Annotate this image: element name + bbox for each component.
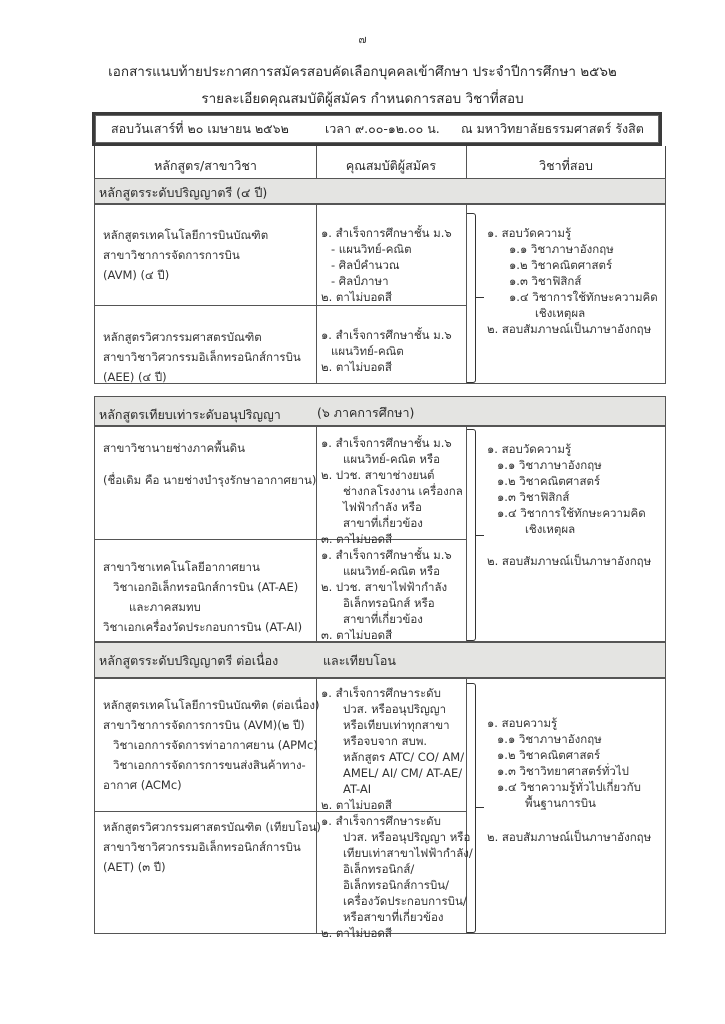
qualification-line: ไฟฟ้ากำลัง หรือ bbox=[343, 500, 422, 514]
document-title: เอกสารแนบท้ายประกาศการสมัครสอบคัดเลือกบุคคลเข้าศึกษา ประจำปีการศึกษา ๒๕๖๒ bbox=[108, 64, 617, 80]
exam-line: เชิงเหตุผล bbox=[525, 522, 576, 536]
program-line: สาขาวิชาการจัดการการบิน (AVM)(๒ ปี) bbox=[103, 718, 305, 732]
program-line: สาขาวิชาวิศวกรรมอิเล็กทรอนิกส์การบิน bbox=[103, 350, 301, 364]
exam-line: ๑.๔ วิชาการใช้ทักษะความคิด bbox=[509, 290, 658, 304]
qualification-line: ๒. ตาไม่บอดสี bbox=[321, 290, 392, 304]
program-line: สาขาวิชาการจัดการการบิน bbox=[103, 248, 240, 262]
program-ground-technician bbox=[103, 437, 316, 491]
section-block-bachelor bbox=[94, 204, 666, 384]
program-aee bbox=[103, 327, 301, 387]
exam-subjects-diploma bbox=[487, 441, 651, 569]
qualification-line: หลักสูตร ATC/ CO/ AM/ bbox=[343, 750, 465, 764]
section-title: หลักสูตรระดับปริญญาตรี ต่อเนื่อง bbox=[99, 653, 279, 668]
qualification-line: ๑. สำเร็จการศึกษาระดับ bbox=[321, 814, 441, 828]
program-line: วิชาเอกการจัดการท่าอากาศยาน (APMc) bbox=[113, 738, 318, 752]
bracket-tick bbox=[476, 297, 484, 298]
exam-line: ๑.๒ วิชาคณิตศาสตร์ bbox=[509, 258, 613, 272]
exam-line: ๒. สอบสัมภาษณ์เป็นภาษาอังกฤษ bbox=[487, 554, 652, 568]
qualification-line: แผนวิทย์-คณิต หรือ bbox=[343, 452, 441, 466]
qualification-line: เครื่องวัดประกอบการบิน/ bbox=[343, 894, 467, 908]
qualification-line: ปวส. หรืออนุปริญญา หรือ bbox=[343, 830, 471, 844]
qualification-line: AT-AI bbox=[343, 782, 372, 796]
program-line: วิชาเอกเครื่องวัดประกอบการบิน (AT-AI) bbox=[103, 620, 303, 634]
program-avm-continuing bbox=[103, 695, 320, 795]
qualification-line: ๒. ตาไม่บอดสี bbox=[321, 926, 392, 940]
exam-subjects-bachelor bbox=[487, 225, 658, 337]
program-line: หลักสูตรวิศวกรรมศาสตรบัณฑิต bbox=[103, 330, 262, 344]
exam-line: ๑.๔ วิชาความรู้ทั่วไปเกี่ยวกับ bbox=[497, 780, 641, 794]
program-line: หลักสูตรวิศวกรรมศาสตรบัณฑิต (เทียบโอน) bbox=[103, 820, 321, 834]
program-line: สาขาวิชาวิศวกรรมอิเล็กทรอนิกส์การบิน bbox=[103, 840, 301, 854]
qualification-line: อิเล็กทรอนิกส์การบิน/ bbox=[343, 878, 449, 892]
document-subtitle: รายละเอียดคุณสมบัติผู้สมัคร กำหนดการสอบ วิชาที่สอบ bbox=[201, 91, 524, 107]
qualification-line: อิเล็กทรอนิกส์ หรือ bbox=[343, 596, 435, 610]
exam-line: ๑.๑ วิชาภาษาอังกฤษ bbox=[509, 242, 614, 256]
program-line: (AEE) (๔ ปี) bbox=[103, 370, 167, 384]
qualification-line: สาขาที่เกี่ยวข้อง bbox=[343, 612, 423, 626]
qualification-line: ๑. สำเร็จการศึกษาชั้น ม.๖ bbox=[321, 436, 452, 450]
section-header-bachelor bbox=[94, 178, 666, 204]
qualification-line: หรือจบจาก สบพ. bbox=[343, 734, 428, 748]
exam-line: ๑.๔ วิชาการใช้ทักษะความคิด bbox=[497, 506, 646, 520]
section-title: หลักสูตรระดับปริญญาตรี (๔ ปี) bbox=[99, 185, 268, 200]
section-header-diploma bbox=[94, 396, 666, 426]
qualification-line: ๑. สำเร็จการศึกษาชั้น ม.๖ bbox=[321, 328, 452, 342]
program-line: (ชื่อเดิม คือ นายช่างบำรุงรักษาอากาศยาน) bbox=[103, 473, 317, 487]
column-divider bbox=[316, 146, 317, 178]
bracket-icon bbox=[467, 429, 476, 641]
qualification-line: หรือเทียบเท่าทุกสาขา bbox=[343, 718, 450, 732]
exam-place: ณ มหาวิทยาลัยธรรมศาสตร์ รังสิต bbox=[461, 121, 644, 136]
qualification-line: ๑. สำเร็จการศึกษาชั้น ม.๖ bbox=[321, 226, 452, 240]
exam-date: สอบวันเสาร์ที่ ๒๐ เมษายน ๒๕๖๒ bbox=[111, 121, 289, 136]
qualification-line: - ศิลป์ภาษา bbox=[331, 274, 389, 288]
section-note: และเทียบโอน bbox=[323, 653, 396, 668]
exam-line: ๑. สอบวัดความรู้ bbox=[487, 442, 572, 456]
exam-line: ๑.๑ วิชาภาษาอังกฤษ bbox=[497, 732, 602, 746]
qualification-line: AMEL/ AI/ CM/ AT-AE/ bbox=[343, 766, 463, 780]
exam-subjects-continuing bbox=[487, 715, 651, 845]
section-block-continuing bbox=[94, 678, 666, 940]
column-header-exam-subjects: วิชาที่สอบ bbox=[539, 158, 593, 173]
program-aircraft-technology bbox=[103, 557, 302, 637]
qualification-line: ๓. ตาไม่บอดสี bbox=[321, 532, 393, 546]
qualifications-avm-continuing bbox=[321, 685, 464, 813]
exam-line: ๑.๓ วิชาฟิสิกส์ bbox=[497, 490, 570, 504]
qualification-line: ๒. ปวช. สาขาไฟฟ้ากำลัง bbox=[321, 580, 448, 594]
bracket-tick bbox=[476, 535, 484, 536]
qualification-line: ๓. ตาไม่บอดสี bbox=[321, 628, 393, 642]
bracket-icon bbox=[467, 213, 476, 383]
exam-line: ๒. สอบสัมภาษณ์เป็นภาษาอังกฤษ bbox=[487, 830, 652, 844]
qualification-line: หรือสาขาที่เกี่ยวข้อง bbox=[343, 910, 444, 924]
qualifications-aee bbox=[321, 327, 452, 375]
exam-line: พื้นฐานการบิน bbox=[525, 796, 596, 810]
qualification-line: เทียบเท่าสาขาไฟฟ้ากำลัง/ bbox=[343, 846, 473, 860]
column-divider bbox=[316, 205, 317, 383]
program-line: วิชาเอกอิเล็กทรอนิกส์การบิน (AT-AE) bbox=[113, 580, 299, 594]
qualification-line: ๑. สำเร็จการศึกษาชั้น ม.๖ bbox=[321, 548, 452, 562]
program-line: สาขาวิชาเทคโนโลยีอากาศยาน bbox=[103, 560, 260, 574]
qualification-line: แผนวิทย์-คณิต หรือ bbox=[343, 564, 441, 578]
bracket-tick bbox=[476, 807, 484, 808]
qualification-line: แผนวิทย์-คณิต bbox=[331, 344, 404, 358]
qualification-line: - ศิลป์คำนวณ bbox=[331, 258, 400, 272]
section-header-continuing bbox=[94, 642, 666, 678]
qualification-line: - แผนวิทย์-คณิต bbox=[331, 242, 412, 256]
exam-line: เชิงเหตุผล bbox=[535, 306, 586, 320]
program-line: (AET) (๓ ปี) bbox=[103, 860, 166, 874]
column-header-qualifications: คุณสมบัติผู้สมัคร bbox=[345, 158, 437, 173]
qualification-line: ๒. ตาไม่บอดสี bbox=[321, 360, 392, 374]
section-block-diploma bbox=[94, 426, 666, 642]
qualification-line: ๑. สำเร็จการศึกษาระดับ bbox=[321, 686, 441, 700]
program-line: หลักสูตรเทคโนโลยีการบินบัณฑิต bbox=[103, 228, 269, 242]
qualifications-aircraft-technology bbox=[321, 547, 452, 643]
program-line: อากาศ (ACMc) bbox=[103, 778, 182, 792]
exam-line: ๑.๓ วิชาฟิสิกส์ bbox=[509, 274, 582, 288]
qualification-line: ช่างกลโรงงาน เครื่องกล bbox=[343, 484, 463, 498]
program-line: วิชาเอกการจัดการการขนส่งสินค้าทาง- bbox=[113, 758, 306, 772]
qualifications-ground-technician bbox=[321, 435, 463, 547]
exam-line: ๑.๓ วิชาวิทยาศาสตร์ทั่วไป bbox=[497, 764, 629, 778]
bracket-icon bbox=[467, 683, 476, 933]
qualification-line: ๒. ตาไม่บอดสี bbox=[321, 798, 392, 812]
page-number: ๗ bbox=[358, 33, 367, 46]
exam-line: ๑.๒ วิชาคณิตศาสตร์ bbox=[497, 474, 601, 488]
program-aet bbox=[103, 817, 321, 877]
qualification-line: ๒. ปวช. สาขาช่างยนต์ bbox=[321, 468, 435, 482]
exam-line: ๒. สอบสัมภาษณ์เป็นภาษาอังกฤษ bbox=[487, 322, 652, 336]
program-line: (AVM) (๔ ปี) bbox=[103, 268, 170, 282]
program-line bbox=[103, 459, 316, 469]
row-divider bbox=[95, 305, 466, 306]
program-avm bbox=[103, 225, 268, 285]
program-line: หลักสูตรเทคโนโลยีการบินบัณฑิต (ต่อเนื่อง) bbox=[103, 698, 320, 712]
column-header-program: หลักสูตร/สาขาวิชา bbox=[154, 158, 257, 173]
program-line: สาขาวิชานายช่างภาคพื้นดิน bbox=[103, 441, 245, 455]
qualifications-aet bbox=[321, 813, 473, 941]
column-divider bbox=[466, 146, 467, 178]
exam-line: ๑.๑ วิชาภาษาอังกฤษ bbox=[497, 458, 602, 472]
qualification-line: อิเล็กทรอนิกส์/ bbox=[343, 862, 415, 876]
qualifications-avm bbox=[321, 225, 452, 305]
exam-line: ๑. สอบความรู้ bbox=[487, 716, 558, 730]
exam-time: เวลา ๙.๐๐-๑๒.๐๐ น. bbox=[325, 121, 440, 136]
section-title: หลักสูตรเทียบเท่าระดับอนุปริญญา bbox=[99, 407, 281, 422]
qualification-line: สาขาที่เกี่ยวข้อง bbox=[343, 516, 423, 530]
table-header bbox=[94, 146, 666, 178]
exam-schedule-box bbox=[92, 112, 662, 146]
program-line: และภาคสมทบ bbox=[129, 600, 201, 614]
section-note: (๖ ภาคการศึกษา) bbox=[317, 405, 415, 420]
qualification-line: ปวส. หรืออนุปริญญา bbox=[343, 702, 447, 716]
exam-line: ๑.๒ วิชาคณิตศาสตร์ bbox=[497, 748, 601, 762]
exam-line: ๑. สอบวัดความรู้ bbox=[487, 226, 572, 240]
